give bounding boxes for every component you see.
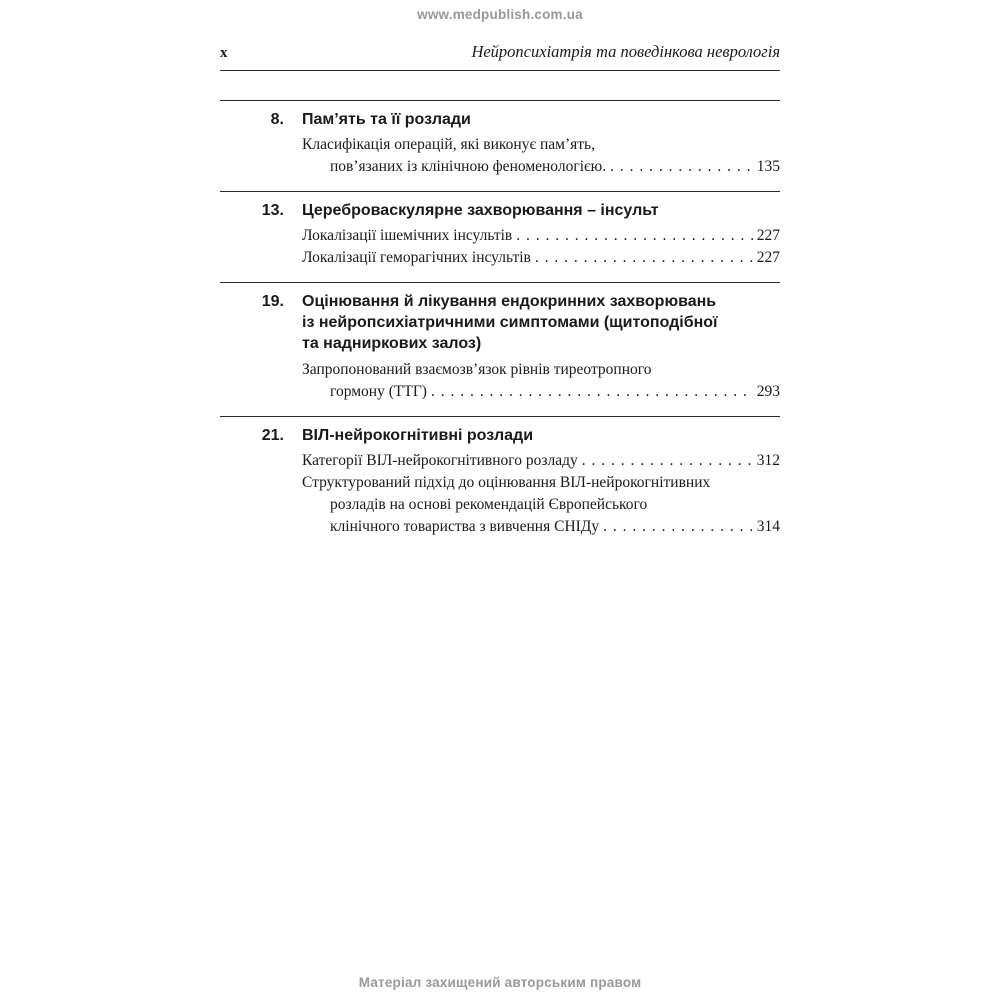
chapter-title-line: Цереброваскулярне захворювання – інсульт [302, 202, 659, 220]
leader-dots [516, 225, 754, 247]
chapter-section [220, 282, 780, 415]
page-header [220, 42, 780, 71]
toc-page-number: 227 [756, 249, 780, 267]
toc-entry-line [220, 381, 780, 403]
toc-entry-text: пов’язаних із клінічною феноменологією. [330, 158, 607, 176]
chapter-heading [220, 109, 780, 130]
chapter-number: 19. [261, 293, 284, 311]
chapter-title [302, 200, 780, 221]
toc-entry [220, 247, 780, 269]
toc-entry-text: Класифікація операцій, які виконує пам’ять, [302, 136, 595, 154]
chapter-title-line: Оцінювання й лікування ендокринних захворювань [302, 293, 717, 311]
header-running-title: Нейропсихіатрія та поведінкова неврологія [471, 42, 780, 61]
header-page-number: х [220, 45, 228, 61]
chapter-number: 21. [261, 426, 284, 444]
toc-page-number: 227 [756, 227, 780, 245]
toc [220, 100, 780, 551]
leader-dots [535, 247, 754, 269]
chapter-title [302, 291, 780, 354]
chapter-number: 8. [270, 111, 284, 128]
leader-dots [431, 381, 754, 403]
chapter-title-line: ВІЛ-нейрокогнітивні розлади [302, 426, 534, 444]
chapter-section [220, 416, 780, 551]
toc-entry [220, 359, 780, 403]
toc-entry-line [220, 472, 780, 494]
toc-entry-text: Локалізації геморагічних інсультів [302, 249, 531, 267]
toc-entry-line [220, 247, 780, 269]
toc-entry-text: клінічного товариства з вивчення СНІДу [330, 517, 600, 535]
chapter-title-line: Пам’ять та її розлади [302, 111, 471, 128]
toc-page-number: 314 [756, 517, 780, 535]
chapter-heading [220, 291, 780, 354]
toc-entry [220, 134, 780, 178]
toc-entry-text: Структурований підхід до оцінювання ВІЛ-нейрокогнітивних [302, 473, 711, 491]
chapter-title-line: та надниркових залоз) [302, 335, 482, 353]
toc-entry [220, 472, 780, 538]
chapter-title [302, 109, 780, 130]
toc-entry [220, 450, 780, 472]
toc-entry-text: Локалізації ішемічних інсультів [302, 227, 513, 245]
toc-page-number: 312 [756, 451, 780, 469]
chapter-section [220, 100, 780, 191]
toc-entry [220, 225, 780, 247]
leader-dots [582, 450, 754, 472]
toc-page-number: 135 [756, 158, 780, 176]
toc-entry-line [220, 225, 780, 247]
toc-entry-line [220, 516, 780, 538]
chapter-heading [220, 425, 780, 446]
toc-entry-text: Категорії ВІЛ-нейрокогнітивного розладу [302, 451, 578, 469]
page-content [220, 42, 780, 551]
toc-page-number: 293 [756, 382, 780, 400]
toc-entry-line [220, 494, 780, 516]
toc-entry-text: гормону (ТТГ) [330, 382, 427, 400]
toc-entry-line [220, 359, 780, 381]
chapter-heading [220, 200, 780, 221]
chapter-title [302, 425, 780, 446]
top-watermark: www.medpublish.com.ua [417, 7, 583, 22]
leader-dots [610, 156, 754, 178]
toc-entry-text: розладів на основі рекомендацій Європейського [330, 495, 648, 513]
toc-entry-text: Запропонований взаємозв’язок рівнів тиреотропного [302, 360, 652, 378]
chapter-title-line: із нейропсихіатричними симптомами (щитоподібної [302, 314, 718, 332]
leader-dots [603, 516, 754, 538]
toc-entry-line [220, 156, 780, 178]
chapter-section [220, 191, 780, 282]
bottom-watermark: Матеріал захищений авторським правом [358, 975, 642, 990]
chapter-number: 13. [261, 202, 284, 220]
toc-entry-line [220, 134, 780, 156]
toc-entry-line [220, 450, 780, 472]
